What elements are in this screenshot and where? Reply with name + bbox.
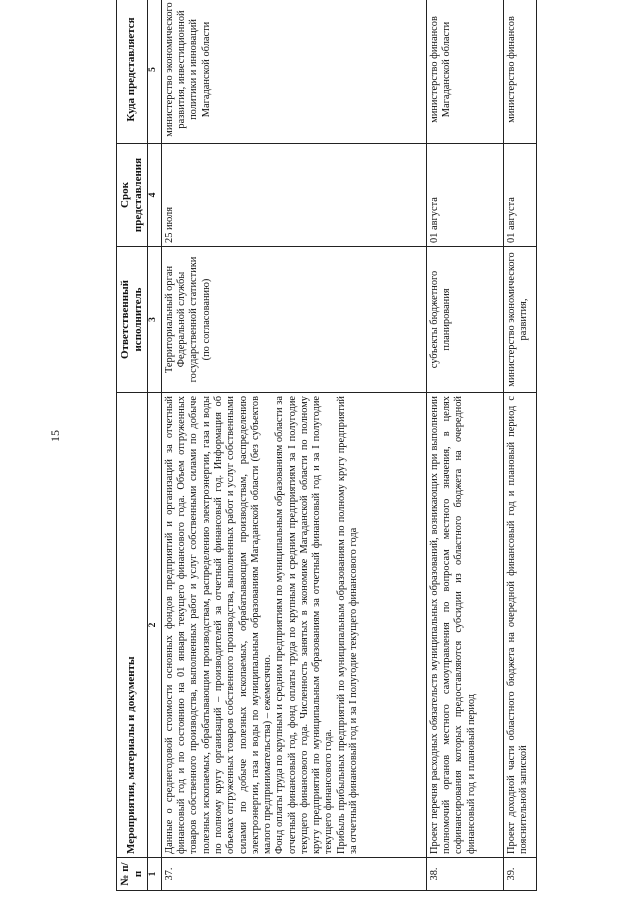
row-responsible: министерство экономического развития,: [503, 247, 536, 393]
row-number: 39.: [503, 858, 536, 891]
column-number: 5: [147, 0, 161, 144]
header-no: № п/п: [117, 858, 148, 891]
row-number: 38.: [426, 858, 503, 891]
row-destination: министерство финансов: [503, 0, 536, 144]
description-paragraph: Данные о среднегодовой стоимости основных фондов предприятий и организаций за отчетный финансовый год и по состоянию на 01 января текущего финансового года. Объем отгруженных товаров собственного производства, выполненных работ и услуг собственными силами по добыче полезных ископаемых, обрабатывающим производствам, распределению электроэнергии, газа и воды по полному кругу организаций – производителей за отчетный финансовый год. Информация об объемах отгруженных товаров собственного производства, выполненных работ и услуг собственными силами по добыче полезных ископаемых, обрабатывающим производствам, распределению электроэнергии, газа и воды по муниципальным образованиям Магаданской области (без субъектов малого предпринимательства) – ежемесячно.: [163, 396, 274, 854]
page-number: 15: [48, 430, 62, 442]
row-destination: министерство экономического развития, инвестиционной политики и инноваций Магаданской области: [161, 0, 426, 144]
row-responsible: субъекты бюджетного планирования: [426, 247, 503, 393]
row-destination: министерство финансов Магаданской области: [426, 0, 503, 144]
column-number: 2: [147, 393, 161, 858]
header-responsible: Ответственный исполнитель: [117, 247, 148, 393]
table-header-row: [117, 0, 148, 891]
header-description: Мероприятия, материалы и документы: [117, 393, 148, 858]
description-paragraph: Прибыль прибыльных предприятий по муниципальным образованиям по полному кругу предприятий за отчетный финансовый год и за I полугодие текущего финансового года: [335, 396, 359, 854]
row-description: [426, 393, 503, 858]
row-description: [503, 393, 536, 858]
column-number: 3: [147, 247, 161, 393]
row-deadline: 01 августа: [503, 144, 536, 247]
header-destination: Куда представляется: [117, 0, 148, 144]
row-number: 37.: [161, 858, 426, 891]
row-deadline: 01 августа: [426, 144, 503, 247]
column-number-row: [147, 0, 161, 891]
description-paragraph: Проект перечня расходных обязательств муниципальных образований, возникающих при выполнении полномочий органов местного самоуправления по вопросам местного значения, в целях софинансирования которых предоставляются субсидии из областного бюджета на очередной финансовый год и плановый период: [428, 396, 477, 854]
events-table: [116, 0, 537, 891]
table-row: [503, 0, 536, 891]
column-number: 1: [147, 858, 161, 891]
description-paragraph: Фонд оплаты труда по крупным и средним предприятиям по муниципальным образованиям области за отчетный финансовый год, фонд оплаты труда по крупным и средним предприятиям за I полугодие текущего финансового года. Численность занятых в экономике Магаданской области по полному кругу предприятий по муниципальным образованиям за отчетный финансовый год и за I полугодие текущего финансового года.: [274, 396, 335, 854]
row-deadline: 25 июля: [161, 144, 426, 247]
column-number: 4: [147, 144, 161, 247]
table-row: [161, 0, 426, 891]
row-responsible: Территориальный орган Федеральной службы государственной статистики (по согласованию): [161, 247, 426, 393]
rotated-table-container: [116, 2, 530, 891]
description-paragraph: Проект доходной части областного бюджета на очередной финансовый год и плановый период с пояснительной запиской: [505, 396, 530, 854]
header-deadline: Срок представления: [117, 144, 148, 247]
table-row: [426, 0, 503, 891]
row-description: [161, 393, 426, 858]
